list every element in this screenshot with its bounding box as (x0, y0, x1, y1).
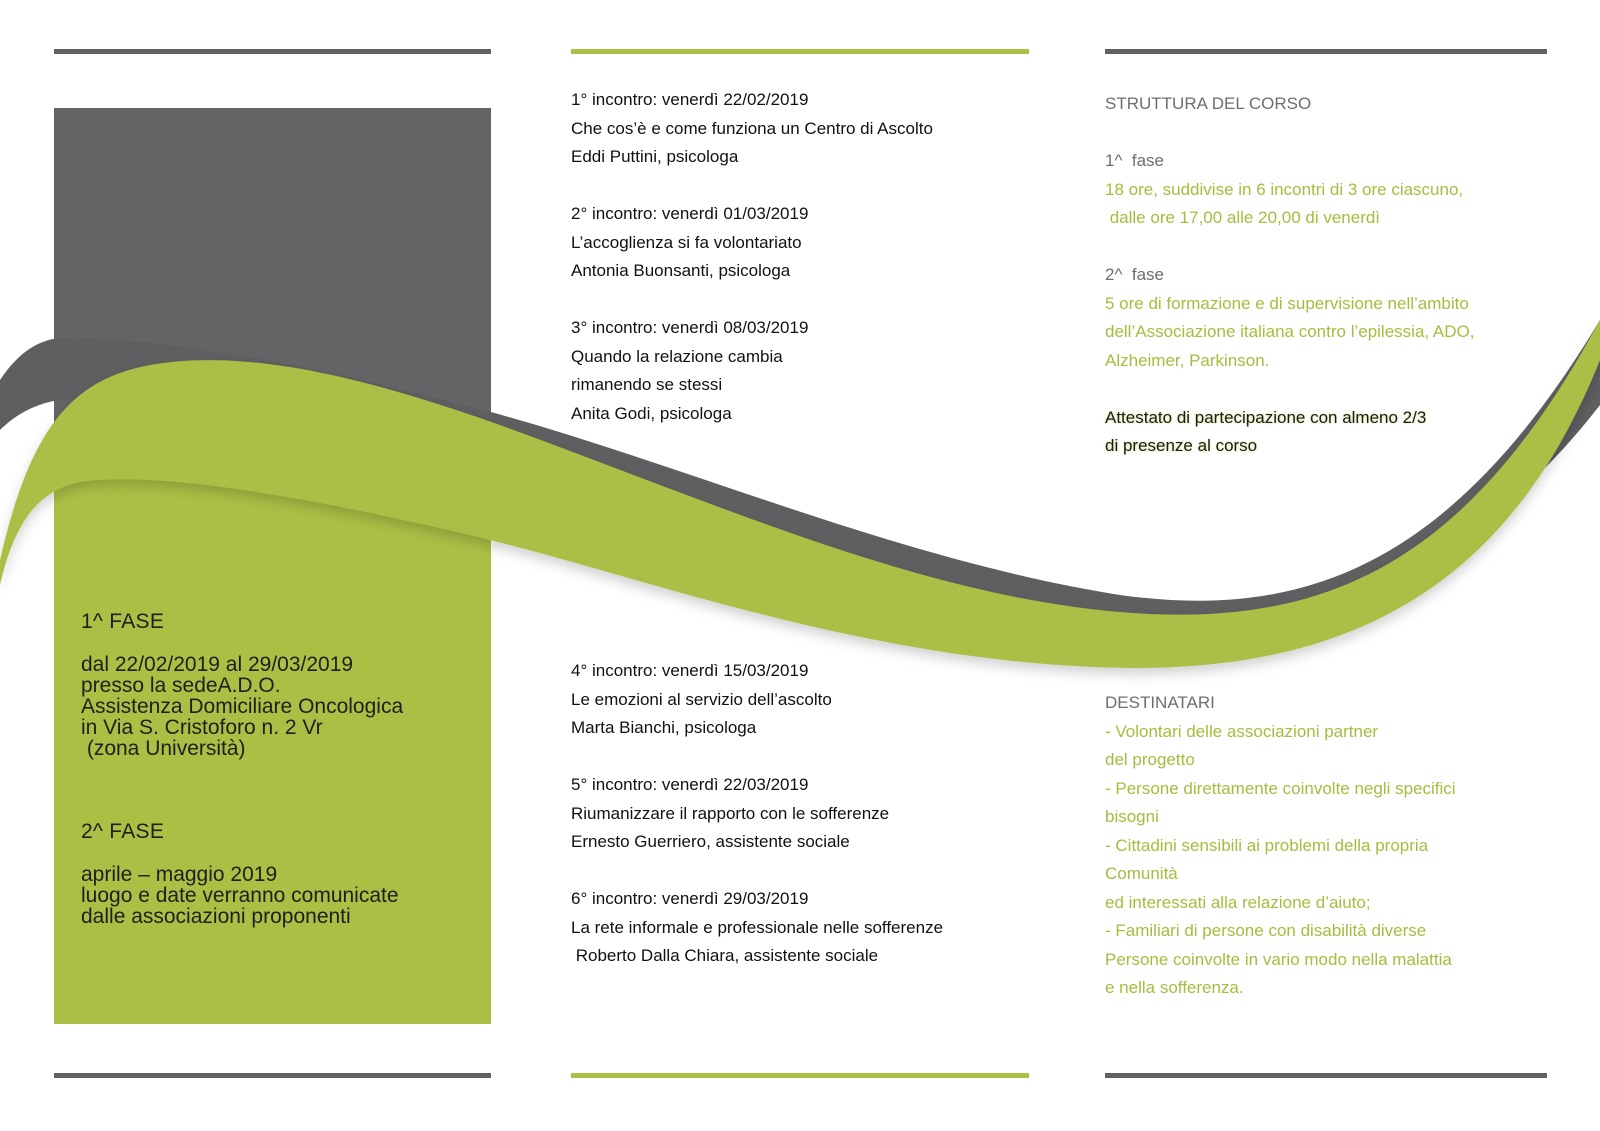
attestato-note: di presenze al corso (1105, 436, 1258, 455)
phase2-detail: dell’Associazione italiana contro l’epilessia, ADO, (1105, 322, 1475, 341)
phase1-detail: 18 ore, suddivise in 6 incontri di 3 ore ciascuno, (1105, 179, 1464, 199)
phase1-title: 1^ FASE (81, 610, 165, 633)
meeting-speaker: Ernesto Guerriero, assistente sociale (571, 832, 850, 851)
meeting-topic: Quando la relazione cambia (571, 346, 783, 366)
destinatari-line: del progetto (1105, 750, 1195, 769)
phase1-line: in Via S. Cristoforo n. 2 Vr (81, 716, 323, 739)
struttura-title: STRUTTURA DEL CORSO (1105, 94, 1312, 113)
phase1-block (81, 609, 481, 759)
phase1-line: dal 22/02/2019 al 29/03/2019 (81, 653, 354, 676)
meeting-topic: La rete informale e professionale nelle sofferenze (571, 917, 944, 937)
meeting-date: 6° incontro: venerdì 29/03/2019 (571, 889, 809, 908)
meetings-bottom (571, 657, 1031, 971)
meeting-topic: Le emozioni al servizio dell’ascolto (571, 689, 832, 709)
meeting-date: 4° incontro: venerdì 15/03/2019 (571, 661, 809, 680)
destinatari-line: - Cittadini sensibili ai problemi della propria (1105, 835, 1429, 855)
phase1-detail: dalle ore 17,00 alle 20,00 di venerdì (1105, 208, 1381, 227)
phase2-title: 2^ FASE (81, 820, 165, 843)
phase2-line: aprile – maggio 2019 (81, 863, 278, 886)
phase1-line: Assistenza Domiciliare Oncologica (81, 695, 404, 718)
destinatari-line: Persone coinvolte in vario modo nella malattia (1105, 949, 1452, 969)
meeting-speaker: Eddi Puttini, psicologa (571, 147, 739, 166)
meeting-topic: Riumanizzare il rapporto con le sofferenze (571, 803, 890, 823)
attestato-note: Attestato di partecipazione con almeno 2/3 (1105, 407, 1427, 427)
destinatari-line: bisogni (1105, 807, 1159, 826)
destinatari-title: DESTINATARI (1105, 693, 1215, 712)
phase2-block (81, 819, 481, 927)
destinatari-line: Comunità (1105, 864, 1178, 883)
phase2-line: dalle associazioni proponenti (81, 905, 351, 928)
meetings-top (571, 86, 1031, 428)
destinatari-section (1105, 689, 1575, 1003)
destinatari-line: e nella sofferenza. (1105, 978, 1244, 997)
phase2-label: 2^ fase (1105, 265, 1165, 284)
destinatari-line: ed interessati alla relazione d’aiuto; (1105, 892, 1371, 912)
meeting-date: 2° incontro: venerdì 01/03/2019 (571, 204, 809, 223)
destinatari-line: - Volontari delle associazioni partner (1105, 721, 1379, 741)
meeting-date: 5° incontro: venerdì 22/03/2019 (571, 775, 809, 794)
struttura-section (1105, 90, 1575, 461)
phase1-label: 1^ fase (1105, 151, 1165, 170)
meeting-speaker: Antonia Buonsanti, psicologa (571, 261, 791, 280)
meeting-speaker: Anita Godi, psicologa (571, 403, 732, 423)
meeting-speaker: Marta Bianchi, psicologa (571, 718, 757, 737)
destinatari-line: - Familiari di persone con disabilità diverse (1105, 921, 1427, 940)
phase2-detail: 5 ore di formazione e di supervisione nell’ambito (1105, 293, 1469, 313)
meeting-date: 1° incontro: venerdì 22/02/2019 (571, 90, 809, 109)
meeting-topic: L’accoglienza si fa volontariato (571, 232, 802, 252)
phase2-detail: Alzheimer, Parkinson. (1105, 350, 1270, 370)
phase1-line: (zona Università) (81, 737, 246, 760)
meeting-date: 3° incontro: venerdì 08/03/2019 (571, 318, 809, 337)
phase2-line: luogo e date verranno comunicate (81, 884, 399, 907)
meeting-topic: Che cos’è e come funziona un Centro di Ascolto (571, 118, 933, 138)
phase1-line: presso la sedeA.D.O. (81, 674, 281, 697)
meeting-topic: rimanendo se stessi (571, 375, 723, 394)
meeting-speaker: Roberto Dalla Chiara, assistente sociale (571, 946, 879, 965)
destinatari-line: - Persone direttamente coinvolte negli specifici (1105, 778, 1456, 798)
